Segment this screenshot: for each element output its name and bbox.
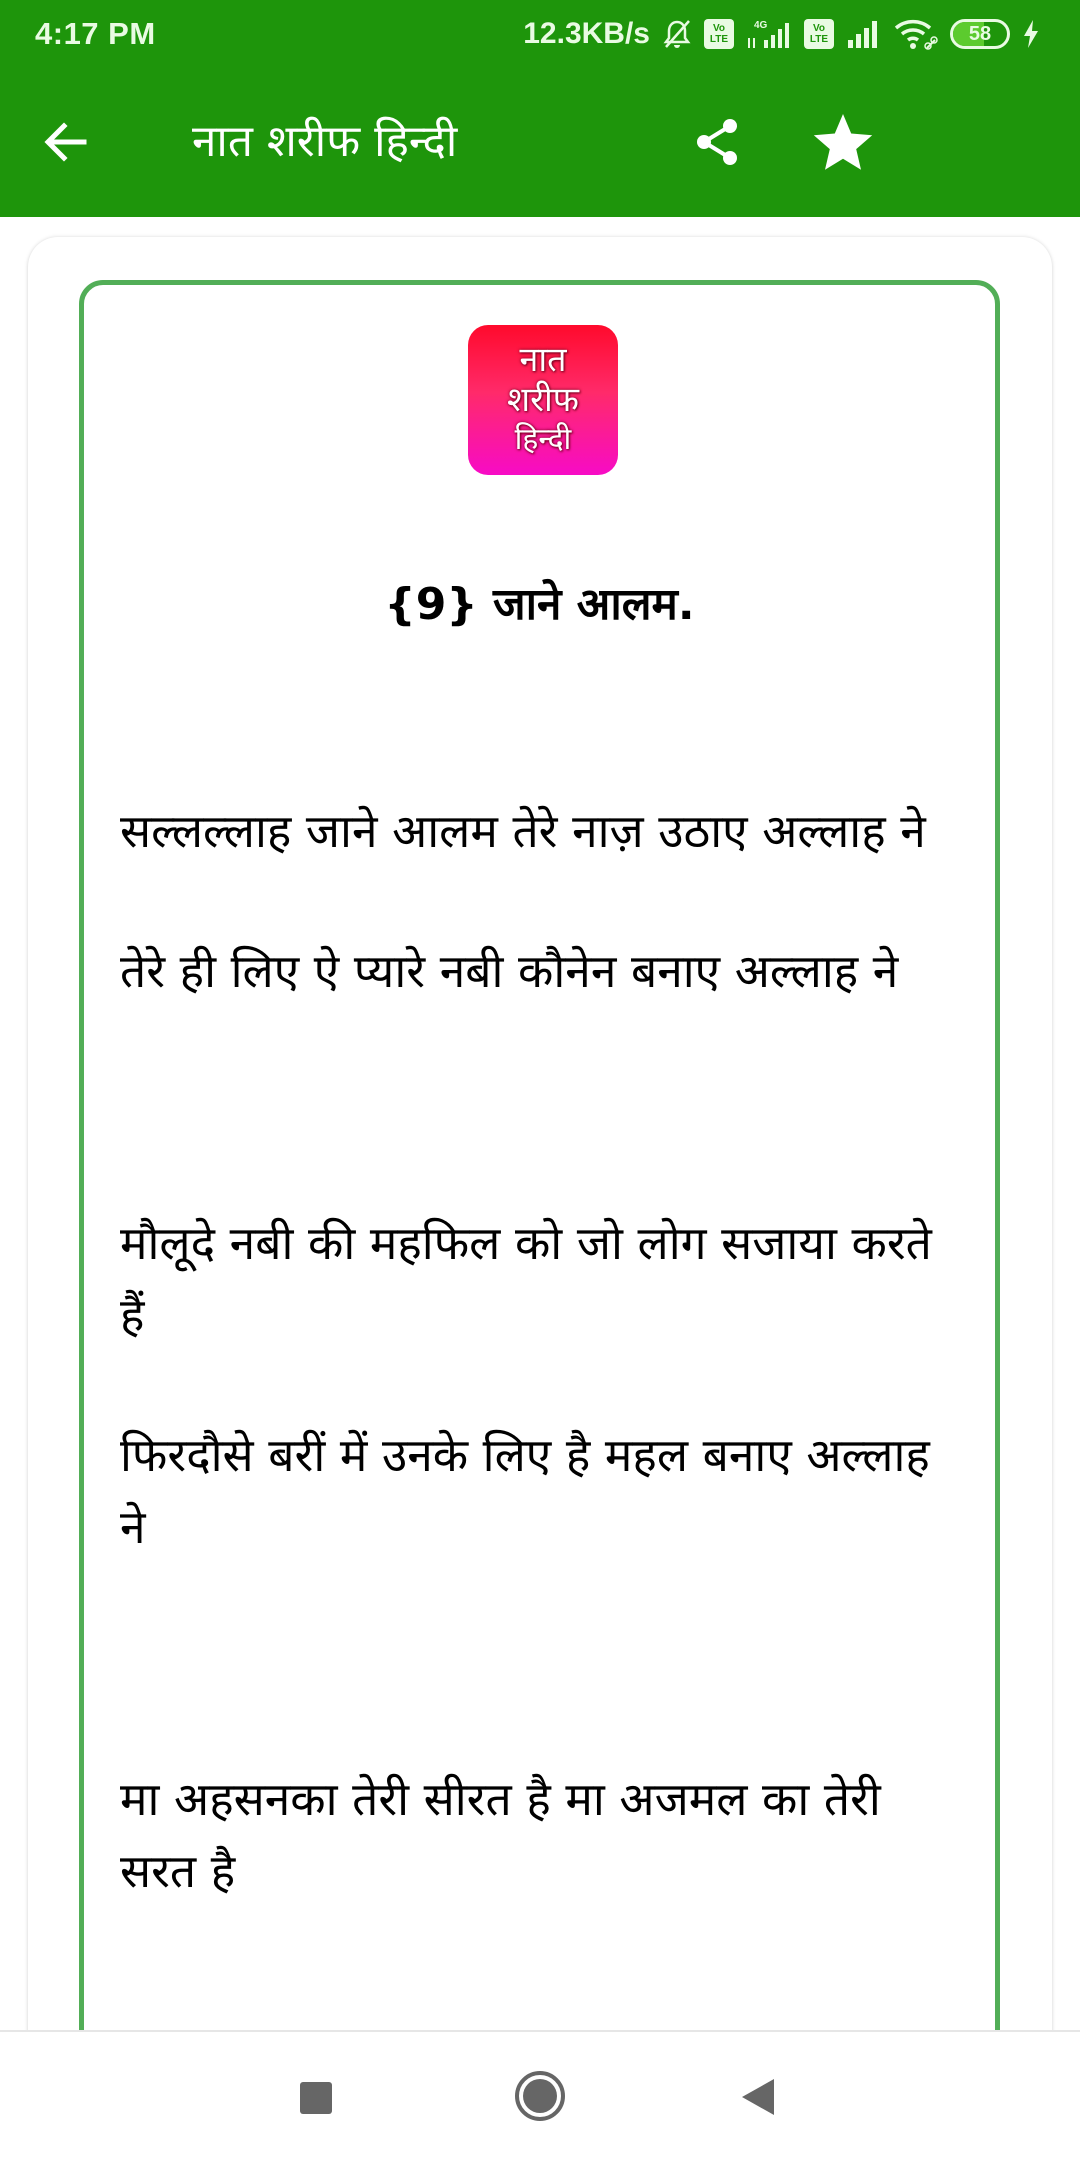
app-bar <box>0 68 1080 217</box>
app-title: नात शरीफ हिन्दी <box>192 116 458 167</box>
signal-icon <box>846 18 882 50</box>
status-bar <box>0 0 1080 68</box>
svg-text:4G: 4G <box>754 20 768 31</box>
battery-icon <box>950 19 1010 49</box>
app-logo <box>468 325 618 475</box>
verse-line: तेरे ही लिए ऐ प्यारे नबी कौनेन बनाए अल्लाह ने <box>120 944 899 998</box>
charging-icon <box>1022 19 1040 49</box>
volte-icon <box>804 19 834 49</box>
star-icon <box>813 112 873 170</box>
bell-muted-icon <box>662 18 692 50</box>
naat-content <box>79 280 1000 2080</box>
favorite-button[interactable] <box>810 108 876 174</box>
system-nav-bar <box>0 2030 1080 2160</box>
volte-icon <box>704 19 734 49</box>
naat-title: {9} जाने आलम. <box>384 579 695 630</box>
verse-line: सल्लल्लाह जाने आलम तेरे नाज़ उठाए अल्लाह ने <box>120 804 926 858</box>
volte-label: LTE <box>709 34 729 45</box>
share-icon <box>694 116 742 168</box>
share-button[interactable] <box>688 112 748 172</box>
home-icon[interactable] <box>515 2071 565 2121</box>
verse-line: फिरदौसे बरीं में उनके लिए है महल बनाए अल्लाह ने <box>120 1428 930 1554</box>
status-icons <box>523 17 1040 51</box>
back-button[interactable] <box>36 112 96 172</box>
status-time: 4:17 PM <box>35 16 156 51</box>
battery-percent: 58 <box>968 22 992 45</box>
volte-label: Vo <box>712 23 726 34</box>
4g-signal-icon <box>746 18 792 50</box>
verse-line: मा अहसनका तेरी सीरत है मा अजमल का तेरी सरत है <box>120 1772 881 1898</box>
verses <box>120 795 959 1907</box>
volte-label: LTE <box>809 34 829 45</box>
back-icon[interactable] <box>742 2079 774 2115</box>
home-icon-dot <box>523 2079 557 2113</box>
verse-line: मौलूदे नबी की महफिल को जो लोग सजाया करते हैं <box>120 1216 932 1342</box>
logo-text: शरीफ <box>506 380 580 420</box>
arrow-left-icon <box>42 118 90 166</box>
wifi-icon <box>894 18 938 50</box>
recents-icon[interactable] <box>300 2082 332 2114</box>
volte-label: Vo <box>812 23 826 34</box>
network-speed: 12.3KB/s <box>523 17 650 50</box>
logo-text: नात <box>519 340 567 380</box>
logo-text: हिन्दी <box>514 422 572 457</box>
